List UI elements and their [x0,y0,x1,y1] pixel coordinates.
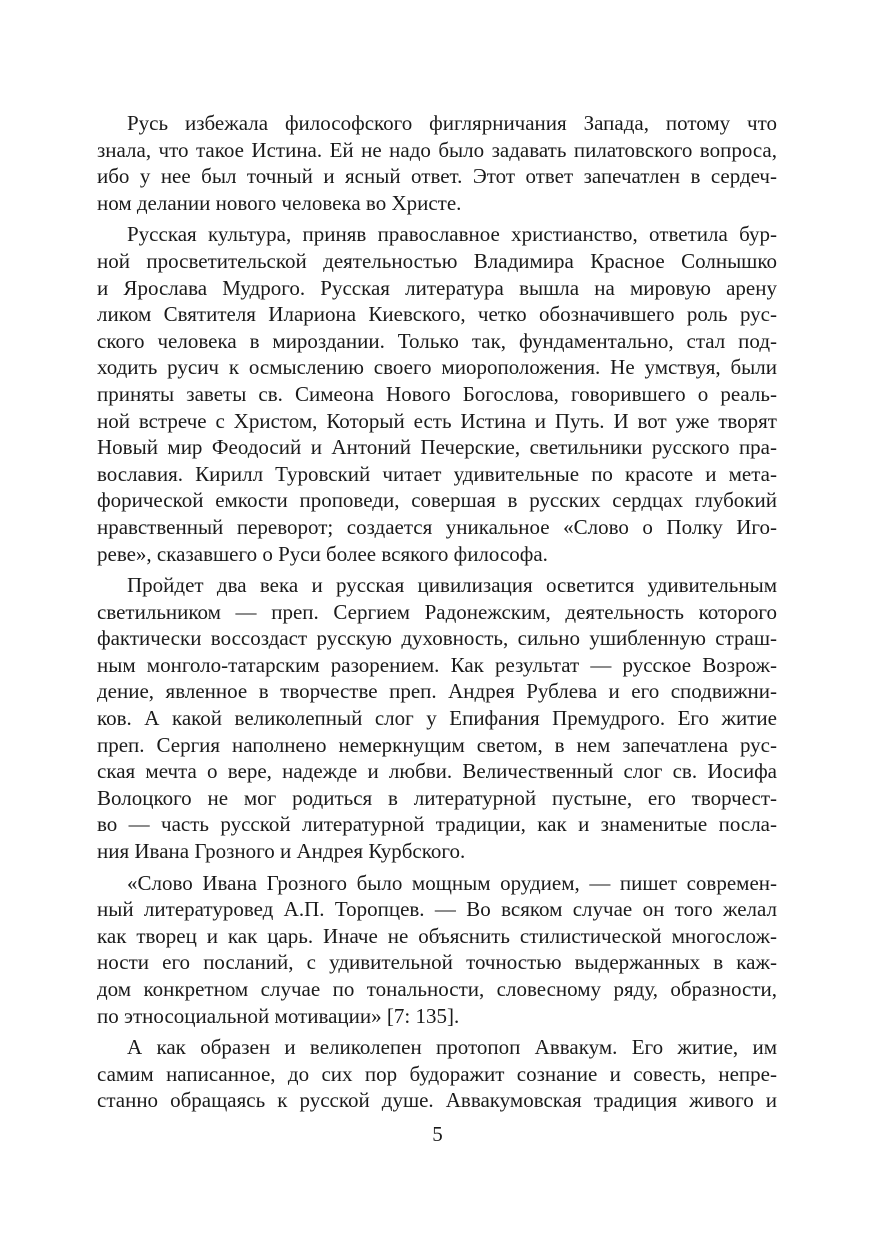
text-line: Волоцкого не мог родиться в литературной пустыне, его творчест- [97,785,777,810]
page-number: 5 [432,1122,443,1146]
text-line: фактически воссоздаст русскую духовность, сильно ушибленную страш- [97,626,777,651]
text-line: станно обращаясь к русской душе. Аввакумовская традиция живого и [97,1088,777,1113]
text-line: ной просветительской деятельностью Владимира Красное Солнышко [97,248,777,273]
text-line: по этносоциальной мотивации» [7: 135]. [97,1003,460,1028]
text-line: «Слово Ивана Грозного было мощным орудием, — пишет современ- [127,870,777,895]
text-line: ный литературовед А.П. Торопцев. — Во всяком случае он того желал [97,897,777,922]
text-line: ной встрече с Христом, Который есть Истина и Путь. И вот уже творят [97,408,777,433]
text-line: Русь избежала философского фиглярничания Запада, потому что [127,111,777,135]
paragraph [97,110,777,216]
text-line: ходить русич к осмыслению своего миороположения. Не умствуя, были [97,355,777,380]
text-line: ности его посланий, с удивительной точностью выдержанных в каж- [97,950,777,975]
text-line: Русская культура, приняв православное христианство, ответила бур- [127,222,777,247]
text-line: ибо у нее был точный и ясный ответ. Этот ответ запечатлен в сердеч- [97,164,777,189]
text-line: форической емкости проповеди, совершая в русских сердцах глубокий [97,488,777,513]
text-line: А как образен и великолепен протопоп Аввакум. Его житие, им [127,1035,777,1060]
text-line: ская мечта о вере, надежде и любви. Величественный слог св. Иосифа [97,759,777,784]
text-line: самим написанное, до сих пор будоражит сознание и совесть, непре- [97,1061,777,1086]
text-line: приняты заветы св. Симеона Нового Богослова, говорившего о реаль- [97,381,777,406]
text-line: вославия. Кирилл Туровский читает удивительные по красоте и мета- [97,461,777,486]
text-line: ным монголо-татарским разорением. Как результат — русское Возрож- [97,652,777,677]
paragraph [97,1034,777,1114]
text-line: реве», сказавшего о Руси более всякого философа. [97,541,548,566]
text-line: и Ярослава Мудрого. Русская литература вышла на мировую арену [97,275,777,300]
paragraph [97,572,777,865]
paragraph [97,870,777,1030]
text-line: преп. Сергия наполнено немеркнущим светом, в нем запечатлена рус- [97,732,777,757]
text-line: ского человека в мироздании. Только так, фундаментально, стал под- [97,328,777,353]
text-line: знала, что такое Истина. Ей не надо было задавать пилатовского вопроса, [97,137,777,162]
text-line: Новый мир Феодосий и Антоний Печерские, светильники русского пра- [97,435,777,460]
text-line: ном делании нового человека во Христе. [97,190,462,215]
text-line: ликом Святителя Илариона Киевского, четко обозначившего роль рус- [97,302,777,327]
body-text [97,110,777,1114]
paragraph [97,221,777,567]
text-line: дом конкретном случае по тональности, словесному ряду, образности, [97,977,777,1001]
text-line: ния Ивана Грозного и Андрея Курбского. [97,839,466,864]
text-line: как творец и как царь. Иначе не объяснить стилистической многослож- [97,923,777,948]
text-line: дение, явленное в творчестве преп. Андрея Рублева и его сподвижни- [97,679,777,704]
text-line: во — часть русской литературной традиции, как и знаменитые посла- [97,812,777,837]
text-line: нравственный переворот; создается уникальное «Слово о Полку Иго- [97,514,777,539]
text-line: Пройдет два века и русская цивилизация осветится удивительным [127,573,777,598]
text-line: светильником — преп. Сергием Радонежским, деятельность которого [97,599,777,624]
text-line: ков. А какой великолепный слог у Епифания Премудрого. Его житие [97,706,777,731]
